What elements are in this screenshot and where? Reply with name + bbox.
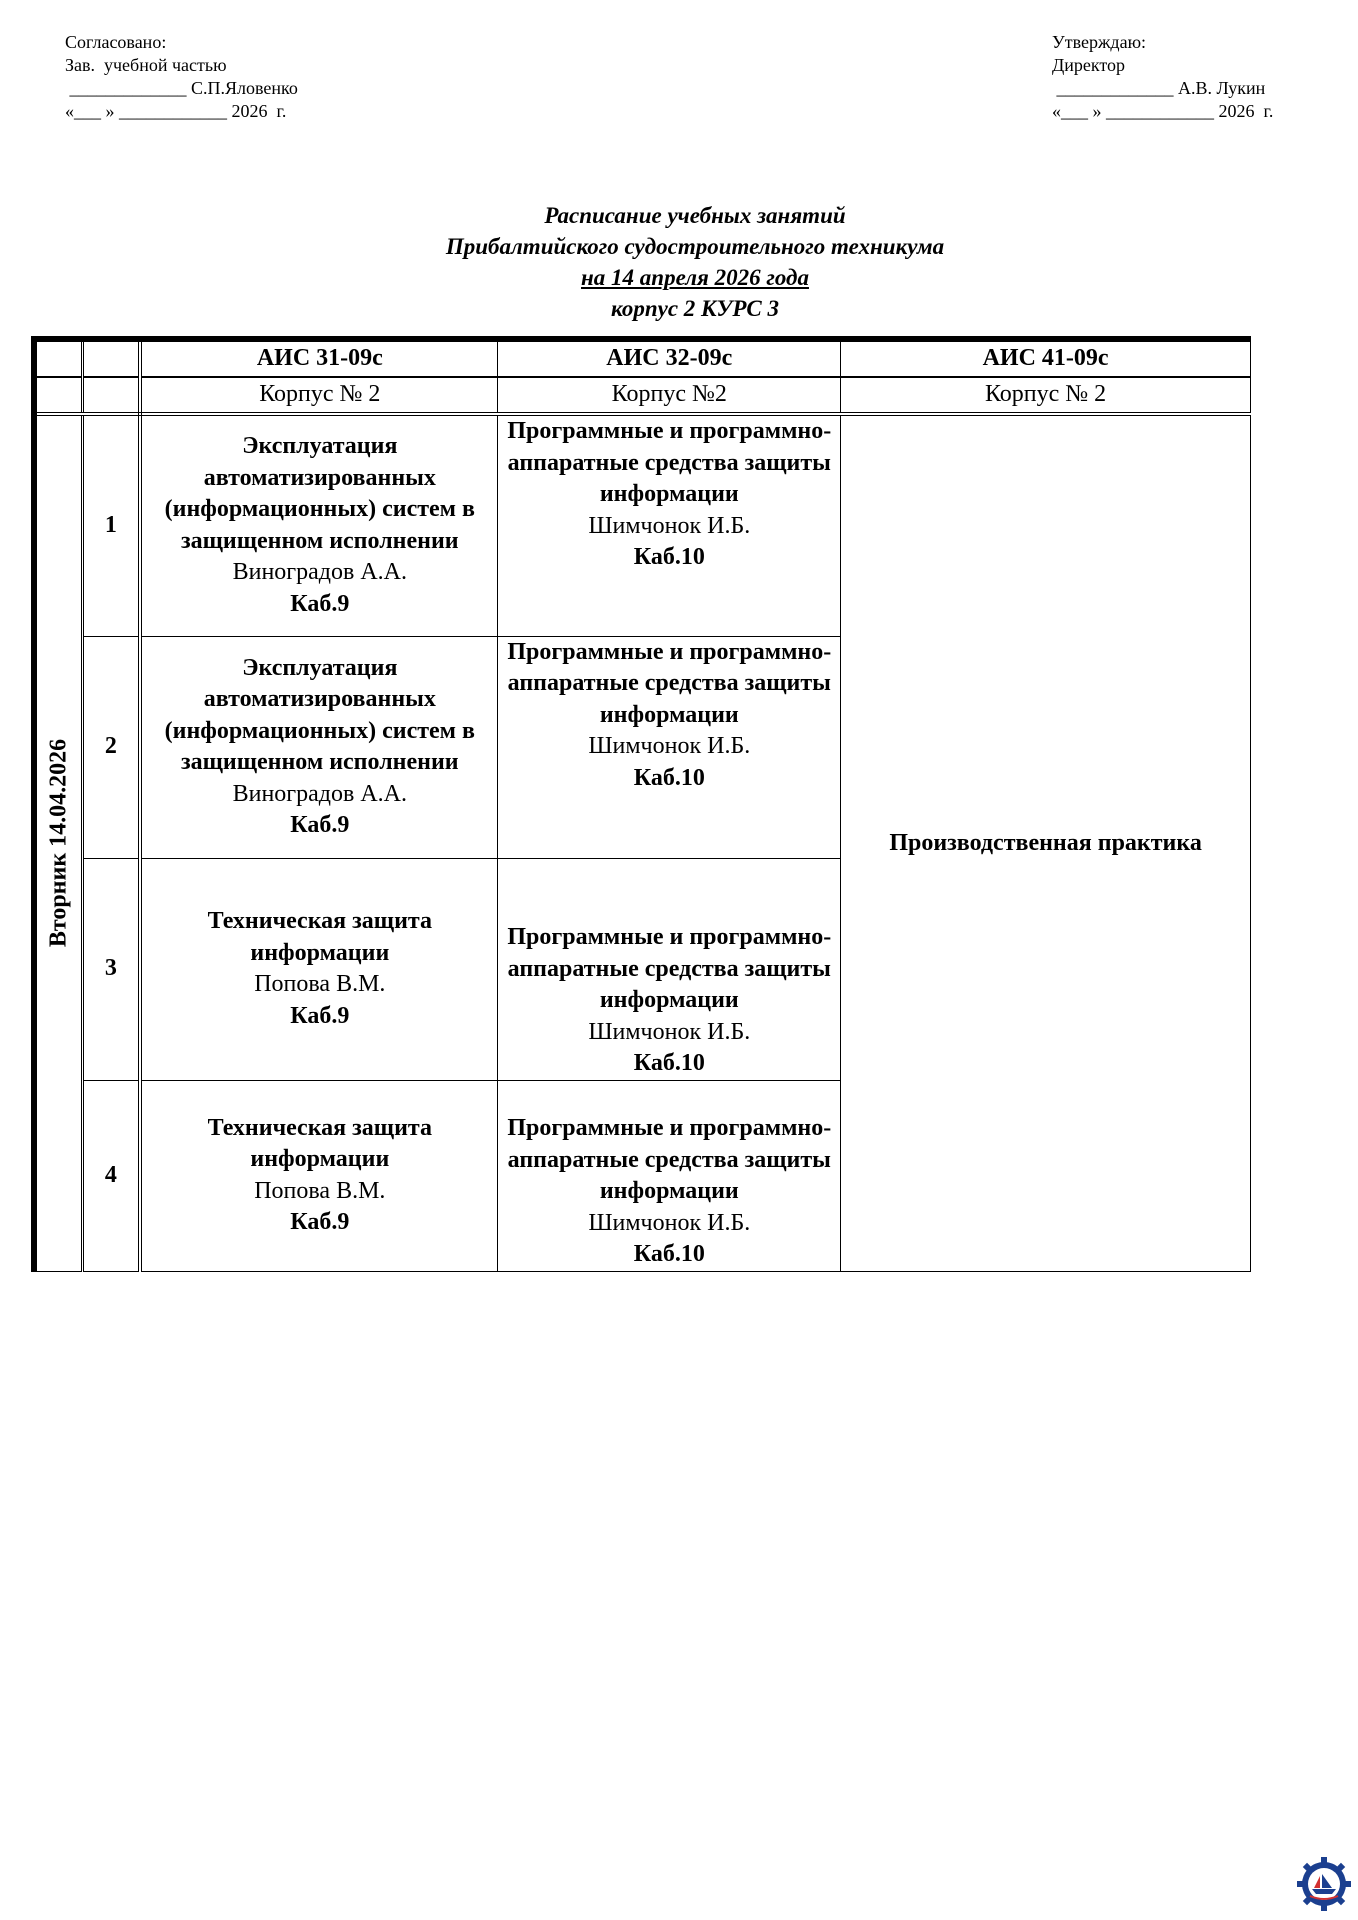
room: Каб.10: [633, 1050, 705, 1076]
group-header-row: [34, 339, 1251, 377]
group-header-1: АИС 31-09с: [140, 339, 498, 377]
lesson-number: 4: [82, 1080, 140, 1271]
approval-left-signature: _____________ С.П.Яловенко: [65, 78, 298, 98]
teacher: Виноградов А.А.: [232, 780, 408, 807]
room: Каб.9: [290, 812, 350, 838]
building-group-3: Корпус № 2: [841, 377, 1251, 414]
room: Каб.10: [633, 764, 705, 791]
lesson-cell-group-1: [140, 414, 498, 636]
schedule-table: [31, 336, 1251, 1272]
subject: Техническая защита информации: [207, 1114, 432, 1172]
teacher: Шимчонок И.Б.: [588, 512, 751, 539]
group-header-3: АИС 41-09с: [841, 339, 1251, 377]
college-gear-logo-icon: [1296, 1856, 1352, 1912]
approval-right-position: Директор: [1052, 55, 1126, 75]
subject: Программные и программно-аппаратные средства защиты информации: [507, 638, 832, 728]
subject: Программные и программно-аппаратные средства защиты информации: [507, 924, 832, 1013]
room: Каб.10: [633, 1241, 705, 1267]
lesson-cell-group-2: [498, 414, 841, 636]
subject: Программные и программно-аппаратные средства защиты информации: [507, 1115, 832, 1204]
title-building-course: корпус 2 КУРС 3: [611, 296, 779, 321]
lesson-row: [34, 414, 1251, 636]
lesson-cell-group-2: [498, 858, 841, 1080]
day-label: Вторник 14.04.2026: [45, 739, 72, 948]
teacher: Шимчонок И.Б.: [588, 1018, 751, 1045]
day-cell: [34, 414, 82, 1271]
room: Каб.10: [633, 544, 705, 570]
lesson-cell-group-2: [498, 1080, 841, 1271]
header-blank-number: [82, 339, 140, 377]
teacher: Шимчонок И.Б.: [588, 1209, 751, 1236]
approval-left-position: Зав. учебной частью: [65, 55, 227, 75]
building-group-2: Корпус №2: [498, 377, 841, 414]
subject: Техническая защита информации: [207, 908, 432, 966]
practice-label: Производственная практика: [889, 829, 1202, 856]
teacher: Виноградов А.А.: [232, 559, 408, 586]
lesson-cell-group-3-all-day: [841, 414, 1251, 1271]
approval-right-signature: _____________ А.В. Лукин: [1052, 78, 1266, 98]
title-date: на 14 апреля 2026 года: [581, 265, 809, 290]
lesson-cell-group-1: [140, 636, 498, 858]
subject: Программные и программно-аппаратные средства защиты информации: [507, 418, 832, 507]
lesson-number: 2: [82, 636, 140, 858]
teacher: Попова В.М.: [254, 1177, 386, 1204]
college-logo: [1296, 1856, 1352, 1912]
room: Каб.9: [290, 1002, 350, 1029]
title-line-1: Расписание учебных занятий: [544, 203, 846, 228]
lesson-cell-group-2: [498, 636, 841, 858]
approval-block-right: [1052, 31, 1273, 123]
teacher: Шимчонок И.Б.: [588, 733, 751, 759]
room: Каб.9: [290, 590, 350, 617]
lesson-cell-group-1: [140, 858, 498, 1080]
building-blank-day: [34, 377, 82, 414]
building-header-row: [34, 377, 1251, 414]
room: Каб.9: [290, 1209, 350, 1235]
group-header-2: АИС 32-09с: [498, 339, 841, 377]
schedule-title: [0, 200, 1358, 324]
header-blank-day: [34, 339, 82, 377]
approval-right-heading: Утверждаю:: [1052, 32, 1147, 52]
approval-left-heading: Согласовано:: [65, 32, 167, 52]
subject: Эксплуатация автоматизированных (информационных) систем в защищенном исполнении: [164, 433, 475, 554]
teacher: Попова В.М.: [254, 971, 386, 997]
approval-right-date: «___ » ____________ 2026 г.: [1052, 101, 1274, 121]
subject: Эксплуатация автоматизированных (информационных) систем в защищенном исполнении: [164, 654, 475, 775]
title-line-2: Прибалтийского судостроительного техникума: [445, 234, 945, 259]
approval-left-date: «___ » ____________ 2026 г.: [65, 101, 287, 121]
lesson-number: 1: [82, 414, 140, 636]
lesson-number: 3: [82, 858, 140, 1080]
building-group-1: Корпус № 2: [140, 377, 498, 414]
approval-block-left: [65, 31, 298, 123]
building-blank-number: [82, 377, 140, 414]
lesson-cell-group-1: [140, 1080, 498, 1271]
